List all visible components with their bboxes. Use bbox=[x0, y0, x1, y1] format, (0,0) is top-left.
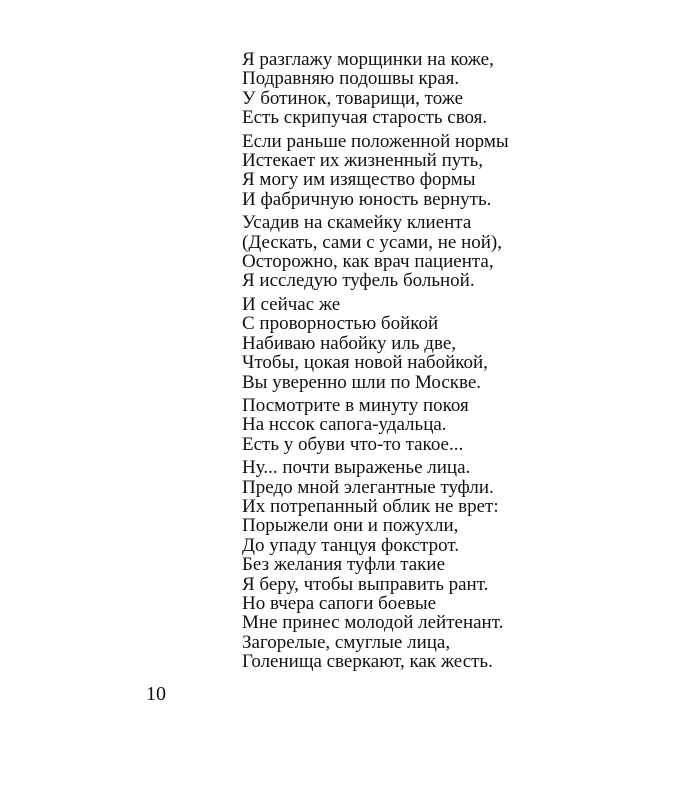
stanza bbox=[242, 213, 662, 291]
poem-line: Мне принес молодой лейтенант. bbox=[242, 612, 504, 634]
poem-line: Но вчера сапоги боевые bbox=[242, 592, 437, 614]
poem-line: Подравняю подошвы края. bbox=[242, 68, 460, 90]
poem-line: Голенища сверкают, как жесть. bbox=[242, 651, 493, 673]
poem-line: Без желания туфли такие bbox=[242, 554, 445, 576]
poem-line: Усадив на скамейку клиента bbox=[242, 212, 472, 234]
poem-line: И сейчас же bbox=[242, 293, 341, 315]
poem-line: Порыжели они и пожухли, bbox=[242, 515, 459, 537]
poem bbox=[242, 50, 662, 676]
poem-line: Посмотрите в минуту покоя bbox=[242, 394, 469, 416]
poem-line: Я беру, чтобы выправить рант. bbox=[242, 573, 489, 595]
stanza bbox=[242, 458, 662, 671]
stanza bbox=[242, 50, 662, 128]
poem-line: С проворностью бойкой bbox=[242, 313, 439, 335]
poem-line: Если раньше положенной нормы bbox=[242, 130, 509, 152]
poem-line: Я могу им изящество формы bbox=[242, 169, 476, 191]
poem-line: Осторожно, как врач пациента, bbox=[242, 251, 494, 273]
poem-line: Чтобы, цокая новой набойкой, bbox=[242, 352, 488, 374]
poem-line: Есть скрипучая старость своя. bbox=[242, 107, 488, 129]
poem-line: У ботинок, товарищи, тоже bbox=[242, 87, 464, 109]
poem-line: И фабричную юность вернуть. bbox=[242, 188, 492, 210]
poem-line: До упаду танцуя фокстрот. bbox=[242, 534, 459, 556]
poem-line: (Дескать, сами с усами, не ной), bbox=[242, 231, 502, 253]
poem-line: Загорелые, смуглые лица, bbox=[242, 631, 451, 653]
stanza bbox=[242, 132, 662, 210]
page-number: 10 bbox=[146, 683, 166, 705]
poem-line: Ну... почти выраженье лица. bbox=[242, 457, 471, 479]
stanza bbox=[242, 396, 662, 454]
poem-line: Их потрепанный облик не врет: bbox=[242, 495, 499, 517]
poem-line: Истекает их жизненный путь, bbox=[242, 150, 483, 172]
poem-line: Я исследую туфель больной. bbox=[242, 270, 475, 292]
stanza bbox=[242, 295, 662, 392]
poem-line: Предо мной элегантные туфли. bbox=[242, 476, 494, 498]
poem-line: На нсcок сапога-удальца. bbox=[242, 414, 447, 436]
poem-line: Вы уверенно шли по Москве. bbox=[242, 371, 482, 393]
poem-line: Набиваю набойку иль две, bbox=[242, 332, 457, 354]
poem-line: Есть у обуви что-то такое... bbox=[242, 433, 464, 455]
poem-line: Я разглажу морщинки на коже, bbox=[242, 49, 494, 70]
